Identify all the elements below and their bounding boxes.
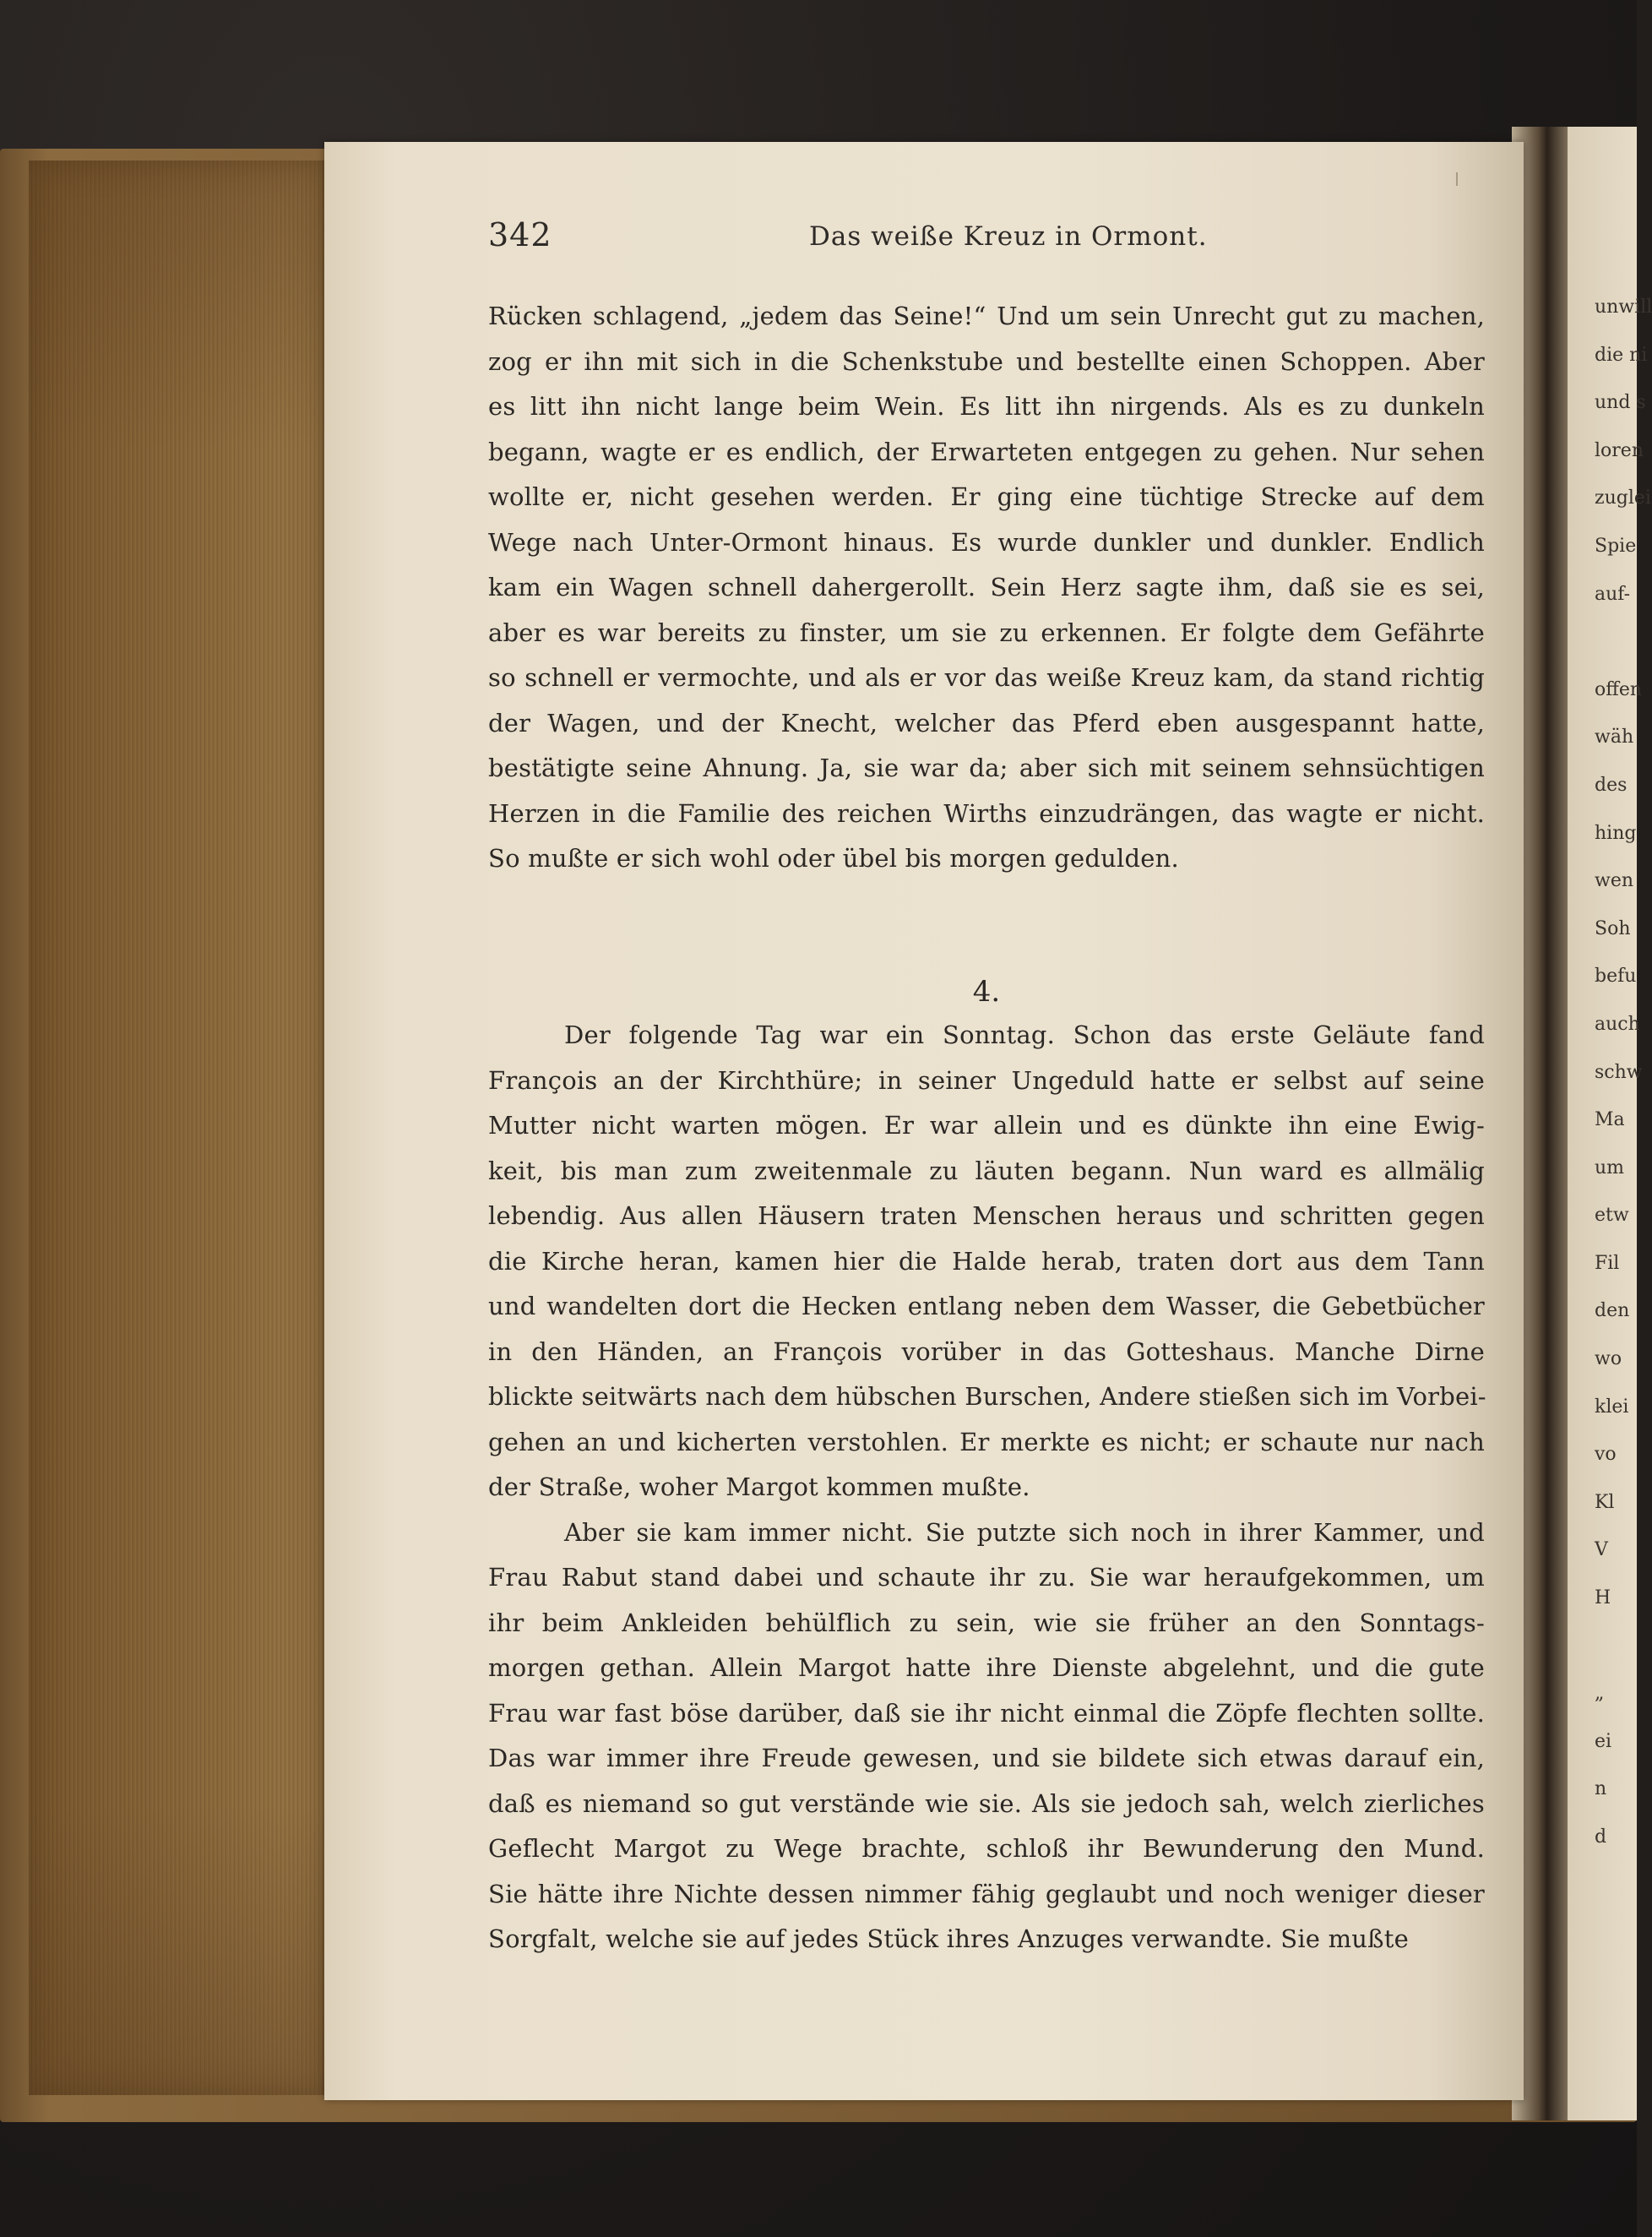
text-line: in den Händen, an François vorüber in das Gotteshaus. Manche Dirne	[488, 1336, 1485, 1366]
text-line: gehen an und kicherten verstohlen. Er merkte es nicht; er schaute nur nach	[488, 1427, 1485, 1456]
text-line: Herzen in die Familie des reichen Wirths einzudrängen, das wagte er nicht.	[488, 798, 1485, 828]
right-page-fragment: ei	[1595, 1730, 1612, 1752]
right-page-fragment: den	[1595, 1300, 1630, 1322]
right-page-fragment: Soh	[1595, 917, 1631, 939]
right-page-fragment: wäh	[1595, 727, 1634, 748]
text-line: Mutter nicht warten mögen. Er war allein und es dünkte ihn eine Ewig-	[488, 1111, 1485, 1140]
text-line: wollte er, nicht gesehen werden. Er ging eine tüchtige Strecke auf dem	[488, 482, 1485, 511]
right-page-fragment: befu	[1595, 966, 1637, 988]
right-page-fragment: zuglei	[1595, 487, 1651, 509]
text-block-before	[488, 294, 1485, 882]
right-page-fragment: Spie	[1595, 535, 1637, 557]
right-page-fragment	[1595, 1623, 1637, 1671]
right-page-fragment: n	[1595, 1778, 1607, 1800]
right-page-fragment: des	[1595, 774, 1628, 796]
page-header	[488, 216, 1485, 267]
text-line: aber es war bereits zu finster, um sie zu erkennen. Er folgte dem Gefährte	[488, 618, 1485, 647]
right-page-fragment: Kl	[1595, 1491, 1615, 1513]
text-line: Der folgende Tag war ein Sonntag. Schon das erste Geläute fand	[564, 1021, 1485, 1049]
text-line: So mußte er sich wohl oder übel bis morgen gedulden.	[488, 844, 1179, 873]
right-page-fragment: und s	[1595, 392, 1646, 414]
text-line: Aber sie kam immer nicht. Sie putzte sich noch in ihrer Kammer, und	[564, 1517, 1485, 1547]
text-line: bestätigte seine Ahnung. Ja, sie war da; aber sich mit seinem sehnsüchtigen	[488, 754, 1485, 782]
right-page-fragment	[1595, 618, 1637, 667]
page-mark	[1456, 172, 1458, 186]
right-page-fragment: offen	[1595, 678, 1643, 700]
right-page-text	[1595, 284, 1652, 2005]
text-line: Sie hätte ihre Nichte dessen nimmer fähig geglaubt und noch weniger dieser	[488, 1879, 1485, 1908]
right-page-fragment: vo	[1595, 1444, 1617, 1466]
right-page-fragment: schw	[1595, 1061, 1643, 1083]
right-page-fragment	[1595, 1909, 1637, 1957]
page-number: 342	[488, 216, 552, 253]
text-line: der Wagen, und der Knecht, welcher das Pferd eben ausgespannt hatte,	[488, 708, 1485, 738]
text-line: ihr beim Ankleiden behülflich zu sein, wie sie früher an den Sonntags-	[488, 1608, 1485, 1637]
right-page-fragment: Ma	[1595, 1109, 1625, 1131]
page-stack-shade	[29, 161, 324, 2095]
text-line: Das war immer ihre Freude gewesen, und sie bildete sich etwas darauf ein,	[488, 1744, 1485, 1772]
text-line: Sorgfalt, welche sie auf jedes Stück ihres Anzuges verwandte. Sie mußte	[488, 1924, 1409, 1953]
right-page-fragment: wo	[1595, 1348, 1622, 1370]
text-line: blickte seitwärts nach dem hübschen Burschen, Andere stießen sich im Vorbei-	[488, 1382, 1486, 1411]
right-page-fragment: unwill	[1595, 297, 1652, 318]
text-line: Wege nach Unter-Ormont hinaus. Es wurde dunkler und dunkler. Endlich	[488, 527, 1485, 557]
right-page-fragment: H	[1595, 1587, 1611, 1609]
right-page-fragment: wen	[1595, 870, 1634, 892]
text-block-after	[488, 1013, 1485, 1962]
text-line: und wandelten dort die Hecken entlang neben dem Wasser, die Gebetbücher	[488, 1292, 1485, 1320]
text-line: François an der Kirchthüre; in seiner Ungeduld hatte er selbst auf seine	[488, 1065, 1485, 1095]
section-number: 4.	[972, 975, 1001, 1009]
text-line: die Kirche heran, kamen hier die Halde herab, traten dort aus dem Tann	[488, 1246, 1485, 1276]
right-page-fragment	[1595, 1957, 1637, 2006]
right-page-fragment	[1595, 1862, 1637, 1910]
text-line: Frau Rabut stand dabei und schaute ihr zu. Sie war heraufgekommen, um	[488, 1563, 1485, 1592]
text-line: begann, wagte er es endlich, der Erwarteten entgegen zu gehen. Nur sehen	[488, 437, 1485, 466]
text-line: daß es niemand so gut verstände wie sie. Als sie jedoch sah, welch zierliches	[488, 1788, 1485, 1818]
right-page-fragment: d	[1595, 1826, 1607, 1848]
text-line: so schnell er vermochte, und als er vor das weiße Kreuz kam, da stand richtig	[488, 663, 1485, 692]
right-page-fragment: Fil	[1595, 1252, 1620, 1274]
right-page-fragment: hing	[1595, 822, 1637, 844]
text-line: kam ein Wagen schnell dahergerollt. Sein Herz sagte ihm, daß sie es sei,	[488, 573, 1485, 601]
right-page-fragment: loren	[1595, 439, 1644, 461]
right-page-fragment: V	[1595, 1539, 1608, 1561]
right-page-fragment: etw	[1595, 1205, 1629, 1227]
right-page-fragment: auf-	[1595, 583, 1631, 605]
text-line: morgen gethan. Allein Margot hatte ihre Dienste abgelehnt, und die gute	[488, 1653, 1485, 1682]
text-line: keit, bis man zum zweitenmale zu läuten begann. Nun ward es allmälig	[488, 1156, 1485, 1185]
text-line: Geflecht Margot zu Wege brachte, schloß ihr Bewunderung den Mund.	[488, 1834, 1485, 1863]
text-line: Frau war fast böse darüber, daß sie ihr nicht einmal die Zöpfe flechten sollte.	[488, 1698, 1485, 1728]
right-page-fragment: „	[1595, 1683, 1605, 1705]
right-page-fragment: die ni	[1595, 344, 1648, 366]
text-line: es litt ihn nicht lange beim Wein. Es litt ihn nirgends. Als es zu dunkeln	[488, 392, 1485, 421]
right-page-fragment: um	[1595, 1157, 1625, 1178]
text-line: der Straße, woher Margot kommen mußte.	[488, 1472, 1030, 1501]
text-line: lebendig. Aus allen Häusern traten Menschen heraus und schritten gegen	[488, 1201, 1485, 1230]
text-line: zog er ihn mit sich in die Schenkstube und bestellte einen Schoppen. Aber	[488, 346, 1485, 376]
right-page-fragment: klei	[1595, 1396, 1629, 1418]
right-page-fragment: auch	[1595, 1013, 1640, 1035]
running-head: Das weiße Kreuz in Ormont.	[809, 221, 1208, 252]
text-line: Rücken schlagend, „jedem das Seine!“ Und um sein Unrecht gut zu machen,	[488, 302, 1485, 330]
